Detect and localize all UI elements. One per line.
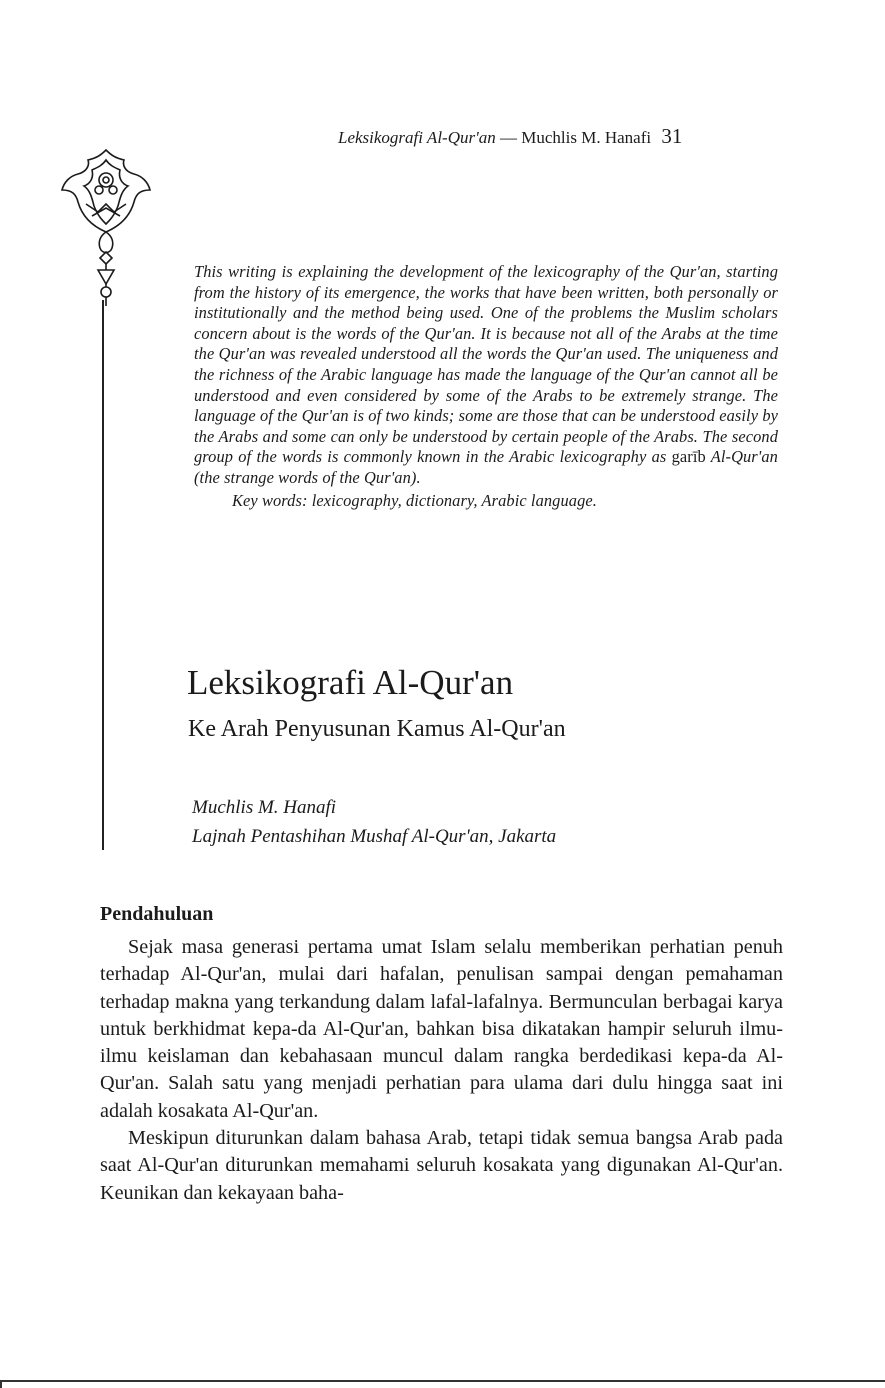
article-title: Leksikografi Al-Qur'an <box>187 663 514 702</box>
margin-vertical-rule <box>102 300 104 850</box>
body-paragraph: Sejak masa generasi pertama umat Islam selalu memberikan perhatian penuh terhadap Al-Qur'an, mulai dari hafalan, penulisan sampai dengan pemahaman terhadap makna yang terkandung dalam lafal-lafalnya. Bermunculan berbagai karya untuk berkhidmat kepa-da Al-Qur'an, bahkan bisa dikatakan hampir seluruh ilmu-ilmu keislaman dan kebahasaan muncul dalam rangka berdedikasi kepa-da Al-Qur'an. Salah satu yang menjadi perhatian para ulama dari dulu hingga saat ini adalah kosakata Al-Qur'an. <box>100 936 783 1122</box>
abstract-term: garīb <box>671 447 706 467</box>
abstract-text-part-1: This writing is explaining the development of the lexicography of the Qur'an, starting from the history of its emergence, the works that have been written, both personally or institutionally and the method being used. One of the problems the Muslim scholars concern about is the words of the Qur'an. It is because not all of the Arabs at the time the Qur'an was revealed understood all the words the Qur'an used. The uniqueness and the richness of the Arabic language has made the language of the Qur'an cannot all be understood and even considered by some of the Arabs to be extremely strange. The language of the Qur'an is of two kinds; some are those that can be understood easily by the Arabs and some can only be understood by certain people of the Arabs. The second group of the words is commonly known in the Arabic lexicography as <box>194 262 778 467</box>
body-text <box>100 934 783 1207</box>
page-bottom-rule <box>0 1380 885 1382</box>
author-block <box>192 793 556 851</box>
author-affiliation: Lajnah Pentashihan Mushaf Al-Qur'an, Jakarta <box>192 826 557 847</box>
abstract-text <box>194 262 778 489</box>
section-heading: Pendahuluan <box>100 903 214 925</box>
article-subtitle: Ke Arah Penyusunan Kamus Al-Qur'an <box>188 716 566 742</box>
abstract <box>194 262 778 511</box>
decorative-ornament-icon <box>56 146 156 306</box>
abstract-text-part-2: Al-Qur'an (the strange words of the Qur'an). <box>194 447 778 487</box>
running-head <box>338 124 788 149</box>
abstract-keywords: Key words: lexicography, dictionary, Arabic language. <box>232 490 597 510</box>
running-head-author: Muchlis M. Hanafi <box>521 128 652 147</box>
running-head-separator: — <box>499 128 517 147</box>
page-number: 31 <box>661 124 683 148</box>
running-title: Leksikografi Al-Qur'an <box>338 128 496 147</box>
author-name: Muchlis M. Hanafi <box>192 797 337 818</box>
body-paragraph: Meskipun diturunkan dalam bahasa Arab, tetapi tidak semua bangsa Arab pada saat Al-Qur'an diturunkan memahami seluruh kosakata yang digunakan Al-Qur'an. Keunikan dan kekayaan baha- <box>100 1127 783 1204</box>
page-corner-tick <box>0 1380 2 1388</box>
